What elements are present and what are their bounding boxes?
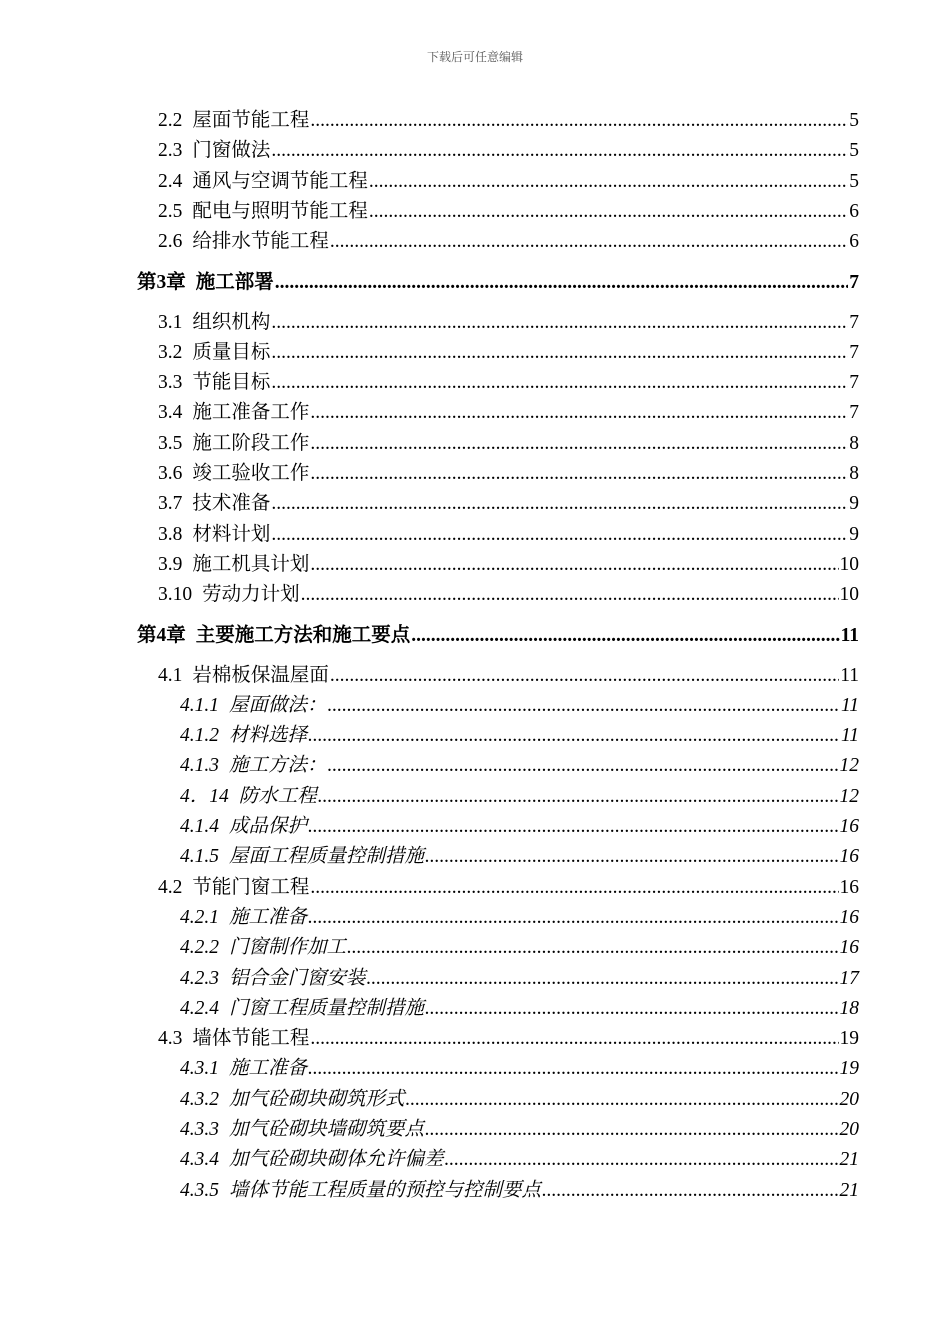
toc-page-number: 19 xyxy=(839,1058,859,1080)
toc-entry-title xyxy=(180,812,307,842)
toc-entry-label: 加气砼砌块砌体允许偏差 xyxy=(229,1149,444,1171)
toc-page-number: 8 xyxy=(849,432,859,454)
toc-entry-label: 屋面做法： xyxy=(229,694,327,716)
toc-entry[interactable] xyxy=(180,812,859,842)
toc-page-number: 10 xyxy=(839,584,859,606)
toc-entry[interactable] xyxy=(158,167,859,197)
toc-entry-label: 墙体节能工程 xyxy=(192,1028,310,1050)
toc-entry-label: 质量目标 xyxy=(192,341,271,363)
toc-entry-label: 施工部署 xyxy=(195,271,274,293)
toc-entry-number: 4.3.5 xyxy=(180,1179,219,1201)
dot-leader xyxy=(308,721,840,751)
toc-entry-label: 技术准备 xyxy=(192,493,271,515)
toc-entry[interactable] xyxy=(158,398,859,428)
toc-entry[interactable] xyxy=(158,197,859,227)
toc-entry-number: 2.6 xyxy=(158,231,183,253)
toc-entry-label: 铝合金门窗安装 xyxy=(229,967,366,989)
toc-entry-number: 4.2.3 xyxy=(180,967,219,989)
toc-page-number: 10 xyxy=(839,553,859,575)
toc-entry[interactable] xyxy=(158,580,859,610)
toc-entry-label: 材料选择 xyxy=(229,725,308,747)
toc-entry-label: 施工方法： xyxy=(229,755,327,777)
toc-entry-label: 门窗做法 xyxy=(192,140,271,162)
toc-entry-title xyxy=(180,782,317,812)
toc-page-number: 21 xyxy=(839,1179,859,1201)
toc-entry-title xyxy=(158,227,329,257)
toc-entry-number: 4.2 xyxy=(158,876,183,898)
toc-entry-label: 成品保护 xyxy=(229,816,308,837)
toc-page-number: 6 xyxy=(849,200,859,222)
toc-page-number: 21 xyxy=(839,1149,859,1171)
toc-entry-label: 通风与空调节能工程 xyxy=(192,170,368,192)
dot-leader xyxy=(369,167,848,197)
dot-leader xyxy=(271,368,848,398)
toc-entry[interactable] xyxy=(180,1145,859,1175)
toc-entry-number: 4.2.2 xyxy=(180,937,219,959)
toc-page-number: 7 xyxy=(849,341,859,363)
toc-entry-label: 门窗制作加工 xyxy=(229,937,347,959)
toc-page-number: 11 xyxy=(840,694,859,716)
toc-entry[interactable] xyxy=(180,751,859,781)
toc-entry[interactable] xyxy=(180,782,859,812)
dot-leader xyxy=(308,1054,838,1084)
dot-leader xyxy=(271,308,848,338)
dot-leader xyxy=(310,106,848,136)
toc-entry-label: 加气砼砌块墙砌筑要点 xyxy=(229,1119,425,1140)
toc-page-number: 7 xyxy=(849,271,859,293)
toc-entry-title xyxy=(180,903,307,933)
toc-entry[interactable] xyxy=(180,994,859,1024)
page-header: 下载后可任意编辑 xyxy=(426,50,523,64)
dot-leader xyxy=(425,1115,838,1145)
toc-entry-number: 4.2.1 xyxy=(180,906,219,928)
dot-leader xyxy=(425,842,838,872)
toc-page-number: 7 xyxy=(849,402,859,424)
toc-entry-title xyxy=(180,691,327,721)
toc-entry[interactable] xyxy=(158,873,859,903)
toc-chapter-entry[interactable] xyxy=(137,621,859,651)
toc-entry-title xyxy=(158,338,270,368)
toc-entry-number: 3.1 xyxy=(158,311,183,333)
toc-entry-label: 组织机构 xyxy=(192,311,271,333)
toc-entry-title xyxy=(180,1176,541,1206)
toc-entry[interactable] xyxy=(180,1085,859,1115)
toc-entry[interactable] xyxy=(180,691,859,721)
toc-page-number: 7 xyxy=(849,372,859,394)
toc-entry-number: 3.5 xyxy=(158,432,183,454)
toc-entry-title xyxy=(158,429,309,459)
toc-page-number: 11 xyxy=(840,725,859,747)
toc-entry-label: 施工准备工作 xyxy=(192,402,310,424)
toc-entry-number: 4.3 xyxy=(158,1028,183,1050)
dot-leader xyxy=(542,1176,838,1206)
toc-entry-number: 4.3.1 xyxy=(180,1058,219,1080)
toc-page-number: 5 xyxy=(849,140,859,162)
toc-entry-number: 2.4 xyxy=(158,170,183,192)
toc-page-number: 19 xyxy=(839,1028,859,1050)
toc-entry[interactable] xyxy=(158,308,859,338)
dot-leader xyxy=(301,580,839,610)
toc-entry[interactable] xyxy=(158,338,859,368)
toc-entry[interactable] xyxy=(180,1176,859,1206)
toc-entry-number: 2.5 xyxy=(158,200,183,222)
toc-entry-number: 4.3.3 xyxy=(180,1119,219,1140)
dot-leader xyxy=(328,691,840,721)
toc-entry-title xyxy=(180,964,366,994)
toc-entry-number: 3.8 xyxy=(158,523,183,545)
dot-leader xyxy=(369,197,848,227)
toc-entry-label: 配电与照明节能工程 xyxy=(192,200,368,222)
toc-page-number: 7 xyxy=(849,311,859,333)
toc-page-number: 20 xyxy=(839,1119,859,1140)
toc-page-number: 16 xyxy=(839,846,859,868)
toc-entry[interactable] xyxy=(158,227,859,257)
toc-page-number: 16 xyxy=(839,937,859,959)
toc-entry-title xyxy=(158,398,309,428)
toc-entry-number: 4.3.4 xyxy=(180,1149,219,1171)
toc-entry-title xyxy=(158,550,309,580)
toc-entry-label: 屋面工程质量控制措施 xyxy=(229,846,425,868)
toc-entry-number: 第3章 xyxy=(137,271,186,293)
toc-entry-number: 2.2 xyxy=(158,110,183,131)
toc-page-number: 6 xyxy=(849,231,859,253)
toc-entry-label: 防水工程 xyxy=(238,785,317,807)
toc-entry[interactable] xyxy=(158,459,859,489)
toc-entry-number: 3.2 xyxy=(158,341,183,363)
toc-page-number: 5 xyxy=(849,170,859,192)
toc-entry-number: 4．14 xyxy=(180,785,229,807)
toc-entry-label: 施工准备 xyxy=(229,906,308,928)
toc-entry-label: 岩棉板保温屋面 xyxy=(192,664,329,686)
toc-entry[interactable] xyxy=(180,1115,859,1145)
toc-entry-title xyxy=(180,1115,424,1145)
toc-entry-number: 3.9 xyxy=(158,553,183,575)
dot-leader xyxy=(271,520,848,550)
toc-entry-label: 节能目标 xyxy=(192,372,271,394)
dot-leader xyxy=(271,136,848,166)
toc-entry-number: 4.1.2 xyxy=(180,725,219,747)
toc-page-number: 12 xyxy=(839,755,859,777)
toc-entry-title xyxy=(180,1145,444,1175)
toc-entry-label: 节能门窗工程 xyxy=(192,876,310,898)
dot-leader xyxy=(310,1024,838,1054)
dot-leader xyxy=(308,812,838,842)
dot-leader xyxy=(367,964,839,994)
toc-entry-label: 屋面节能工程 xyxy=(192,110,310,131)
toc-entry-title xyxy=(158,197,368,227)
toc-entry-label: 竣工验收工作 xyxy=(192,463,310,484)
toc-entry[interactable] xyxy=(158,136,859,166)
toc-page-number: 11 xyxy=(840,624,859,646)
toc-entry-number: 4.1.3 xyxy=(180,755,219,777)
toc-entry-title xyxy=(180,1054,307,1084)
toc-entry[interactable] xyxy=(158,489,859,519)
toc-page-number: 16 xyxy=(839,906,859,928)
toc-entry-number: 4.1 xyxy=(158,664,183,686)
toc-entry-title xyxy=(137,621,410,651)
toc-entry-label: 加气砼砌块砌筑形式 xyxy=(229,1088,405,1110)
toc-entry-number: 3.7 xyxy=(158,493,183,515)
toc-page-number: 8 xyxy=(849,463,859,484)
toc-entry-title xyxy=(137,268,274,298)
toc-entry[interactable] xyxy=(158,368,859,398)
toc-entry-title xyxy=(158,520,270,550)
toc-entry-label: 门窗工程质量控制措施 xyxy=(229,997,425,1019)
dot-leader xyxy=(310,459,848,489)
toc-entry[interactable] xyxy=(158,106,859,136)
toc-entry-label: 劳动力计划 xyxy=(202,584,300,606)
dot-leader xyxy=(406,1085,839,1115)
toc-entry[interactable] xyxy=(180,721,859,751)
dot-leader xyxy=(425,994,838,1024)
toc-entry[interactable] xyxy=(180,842,859,872)
toc-entry-number: 3.3 xyxy=(158,372,183,394)
toc-page-number: 16 xyxy=(839,816,859,837)
toc-entry-title xyxy=(158,1024,309,1054)
toc-entry-number: 4.2.4 xyxy=(180,997,219,1019)
toc-entry-label: 施工准备 xyxy=(229,1058,308,1080)
toc-entry-title xyxy=(158,136,270,166)
toc-entry-number: 4.1.4 xyxy=(180,816,219,837)
toc-entry[interactable] xyxy=(158,429,859,459)
dot-leader xyxy=(411,621,839,651)
dot-leader xyxy=(275,268,848,298)
toc-entry[interactable] xyxy=(158,1024,859,1054)
toc-entry-title xyxy=(158,580,300,610)
toc-page-number: 9 xyxy=(849,493,859,515)
toc-entry-title xyxy=(180,751,327,781)
toc-page-number: 18 xyxy=(839,997,859,1019)
toc-page-number: 17 xyxy=(839,967,859,989)
toc-entry[interactable] xyxy=(158,550,859,580)
toc-page-number: 11 xyxy=(840,664,859,686)
toc-entry-number: 4.1.5 xyxy=(180,846,219,868)
dot-leader xyxy=(328,751,839,781)
toc-page-number: 12 xyxy=(839,785,859,807)
toc-entry-title xyxy=(180,721,307,751)
toc-entry-title xyxy=(158,167,368,197)
toc-entry-title xyxy=(180,1085,405,1115)
toc-entry-title xyxy=(180,842,424,872)
dot-leader xyxy=(308,903,838,933)
toc-entry-title xyxy=(158,308,270,338)
dot-leader xyxy=(271,338,848,368)
toc-entry-title xyxy=(158,661,329,691)
toc-entry-number: 4.1.1 xyxy=(180,694,219,716)
dot-leader xyxy=(330,227,848,257)
toc-entry-title xyxy=(158,368,270,398)
dot-leader xyxy=(318,782,839,812)
toc-entry-label: 墙体节能工程质量的预控与控制要点 xyxy=(229,1179,542,1201)
dot-leader xyxy=(445,1145,839,1175)
toc-entry-title xyxy=(180,994,424,1024)
toc-entry-title xyxy=(158,489,270,519)
dot-leader xyxy=(310,429,848,459)
toc-entry-title xyxy=(180,933,346,963)
toc-entry[interactable] xyxy=(180,933,859,963)
toc-page-number: 16 xyxy=(839,876,859,898)
toc-entry-label: 施工阶段工作 xyxy=(192,432,310,454)
toc-entry[interactable] xyxy=(180,1054,859,1084)
toc-entry-title xyxy=(158,873,309,903)
dot-leader xyxy=(310,398,848,428)
toc-page-number: 9 xyxy=(849,523,859,545)
toc-chapter-entry[interactable] xyxy=(137,268,859,298)
toc-entry-number: 4.3.2 xyxy=(180,1088,219,1110)
toc-entry[interactable] xyxy=(180,964,859,994)
toc-entry-number: 3.6 xyxy=(158,463,183,484)
toc-entry-label: 施工机具计划 xyxy=(192,553,310,575)
dot-leader xyxy=(347,933,838,963)
dot-leader xyxy=(330,661,839,691)
toc-entry-number: 第4章 xyxy=(137,624,186,646)
toc-entry-title xyxy=(158,106,309,136)
toc-page-number: 5 xyxy=(849,110,859,131)
toc-entry[interactable] xyxy=(158,520,859,550)
dot-leader xyxy=(310,873,838,903)
toc-entry-label: 主要施工方法和施工要点 xyxy=(195,624,411,646)
toc-page-number: 20 xyxy=(839,1088,859,1110)
dot-leader xyxy=(310,550,838,580)
toc-entry-number: 3.10 xyxy=(158,584,193,606)
toc-entry-number: 2.3 xyxy=(158,140,183,162)
toc-entry-number: 3.4 xyxy=(158,402,183,424)
dot-leader xyxy=(271,489,848,519)
toc-entry-label: 材料计划 xyxy=(192,523,271,545)
toc-entry-title xyxy=(158,459,309,489)
toc-entry[interactable] xyxy=(158,661,859,691)
toc-entry-label: 给排水节能工程 xyxy=(192,231,329,253)
toc-entry[interactable] xyxy=(180,903,859,933)
